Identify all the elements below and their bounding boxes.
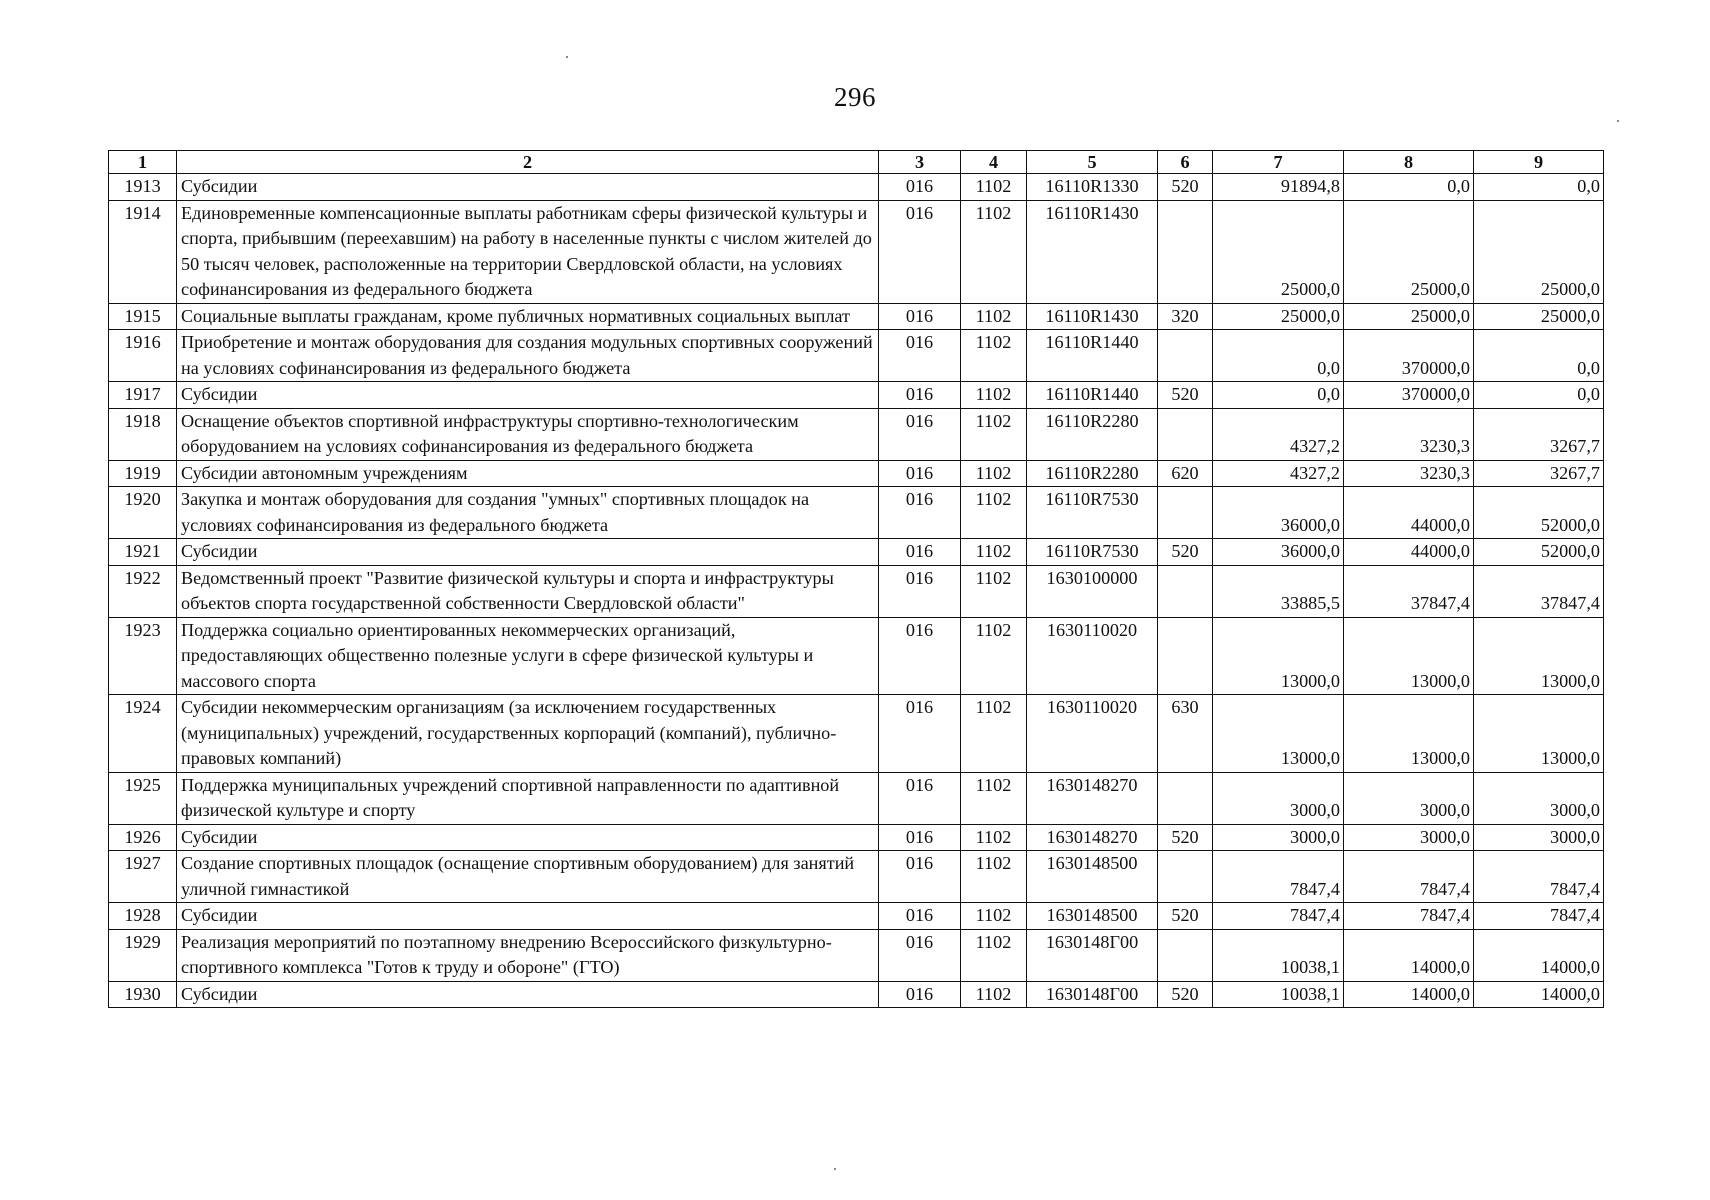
item-name-cell: Субсидии (177, 174, 879, 201)
table-row (109, 330, 1604, 382)
row-number-cell: 1921 (109, 539, 177, 566)
amount-col9-cell: 3267,7 (1474, 460, 1604, 487)
column-header: 8 (1344, 151, 1474, 174)
table-row (109, 903, 1604, 930)
expense-type-cell (1158, 408, 1213, 460)
target-article-cell: 1630148270 (1027, 824, 1158, 851)
section-code-cell: 1102 (961, 929, 1027, 981)
ministry-code-cell: 016 (879, 303, 961, 330)
amount-col9-cell: 0,0 (1474, 330, 1604, 382)
amount-col9-cell: 0,0 (1474, 382, 1604, 409)
section-code-cell: 1102 (961, 903, 1027, 930)
item-name-cell: Приобретение и монтаж оборудования для создания модульных спортивных сооружений на условиях софинансирования из федерального бюджета (177, 330, 879, 382)
ministry-code-cell: 016 (879, 539, 961, 566)
ministry-code-cell: 016 (879, 408, 961, 460)
amount-col7-cell: 36000,0 (1213, 487, 1344, 539)
expense-type-cell (1158, 565, 1213, 617)
section-code-cell: 1102 (961, 303, 1027, 330)
amount-col8-cell: 370000,0 (1344, 330, 1474, 382)
target-article-cell: 16110R7530 (1027, 539, 1158, 566)
target-article-cell: 1630148Г00 (1027, 929, 1158, 981)
item-name-cell: Субсидии (177, 903, 879, 930)
amount-col7-cell: 10038,1 (1213, 929, 1344, 981)
ministry-code-cell: 016 (879, 382, 961, 409)
header-row (109, 151, 1604, 174)
column-header: 6 (1158, 151, 1213, 174)
column-header: 1 (109, 151, 177, 174)
item-name-cell: Создание спортивных площадок (оснащение спортивным оборудованием) для занятий уличной гимнастикой (177, 851, 879, 903)
section-code-cell: 1102 (961, 174, 1027, 201)
table-body (109, 174, 1604, 1008)
amount-col7-cell: 91894,8 (1213, 174, 1344, 201)
item-name-cell: Субсидии некоммерческим организациям (за исключением государственных (муниципальных) учреждений, государственных корпораций (компаний), публично-правовых компаний) (177, 695, 879, 773)
section-code-cell: 1102 (961, 408, 1027, 460)
amount-col8-cell: 14000,0 (1344, 929, 1474, 981)
column-header: 7 (1213, 151, 1344, 174)
item-name-cell: Поддержка социально ориентированных некоммерческих организаций, предоставляющих общественно полезные услуги в сфере физической культуры и массового спорта (177, 617, 879, 695)
row-number-cell: 1917 (109, 382, 177, 409)
ministry-code-cell: 016 (879, 330, 961, 382)
scan-speck (1617, 120, 1619, 122)
section-code-cell: 1102 (961, 851, 1027, 903)
amount-col8-cell: 14000,0 (1344, 981, 1474, 1008)
item-name-cell: Субсидии (177, 539, 879, 566)
amount-col7-cell: 7847,4 (1213, 851, 1344, 903)
target-article-cell: 16110R2280 (1027, 408, 1158, 460)
section-code-cell: 1102 (961, 539, 1027, 566)
section-code-cell: 1102 (961, 200, 1027, 303)
table-row (109, 851, 1604, 903)
expense-type-cell: 520 (1158, 824, 1213, 851)
row-number-cell: 1925 (109, 772, 177, 824)
expense-type-cell (1158, 487, 1213, 539)
target-article-cell: 16110R1430 (1027, 303, 1158, 330)
target-article-cell: 1630100000 (1027, 565, 1158, 617)
ministry-code-cell: 016 (879, 772, 961, 824)
amount-col7-cell: 3000,0 (1213, 772, 1344, 824)
expense-type-cell: 520 (1158, 539, 1213, 566)
amount-col9-cell: 0,0 (1474, 174, 1604, 201)
amount-col8-cell: 25000,0 (1344, 200, 1474, 303)
row-number-cell: 1929 (109, 929, 177, 981)
row-number-cell: 1916 (109, 330, 177, 382)
amount-col8-cell: 13000,0 (1344, 695, 1474, 773)
amount-col7-cell: 36000,0 (1213, 539, 1344, 566)
ministry-code-cell: 016 (879, 929, 961, 981)
expense-type-cell: 620 (1158, 460, 1213, 487)
budget-table (108, 150, 1604, 1008)
expense-type-cell: 630 (1158, 695, 1213, 773)
ministry-code-cell: 016 (879, 695, 961, 773)
table-row (109, 382, 1604, 409)
section-code-cell: 1102 (961, 382, 1027, 409)
table-row (109, 303, 1604, 330)
section-code-cell: 1102 (961, 460, 1027, 487)
table-row (109, 695, 1604, 773)
amount-col8-cell: 3000,0 (1344, 772, 1474, 824)
row-number-cell: 1927 (109, 851, 177, 903)
expense-type-cell: 520 (1158, 903, 1213, 930)
amount-col9-cell: 14000,0 (1474, 929, 1604, 981)
item-name-cell: Субсидии автономным учреждениям (177, 460, 879, 487)
ministry-code-cell: 016 (879, 851, 961, 903)
item-name-cell: Единовременные компенсационные выплаты работникам сферы физической культуры и спорта, прибывшим (переехавшим) на работу в населенные пункты с числом жителей до 50 тысяч человек, расположенные на территории Свердловской области, на условиях софинансирования из федерального бюджета (177, 200, 879, 303)
ministry-code-cell: 016 (879, 903, 961, 930)
amount-col7-cell: 0,0 (1213, 382, 1344, 409)
amount-col8-cell: 3230,3 (1344, 460, 1474, 487)
table-row (109, 487, 1604, 539)
row-number-cell: 1919 (109, 460, 177, 487)
section-code-cell: 1102 (961, 772, 1027, 824)
amount-col7-cell: 13000,0 (1213, 617, 1344, 695)
ministry-code-cell: 016 (879, 487, 961, 539)
amount-col8-cell: 44000,0 (1344, 487, 1474, 539)
amount-col8-cell: 0,0 (1344, 174, 1474, 201)
amount-col9-cell: 52000,0 (1474, 487, 1604, 539)
table-row (109, 981, 1604, 1008)
table-row (109, 539, 1604, 566)
item-name-cell: Оснащение объектов спортивной инфраструктуры спортивно-технологическим оборудованием на условиях софинансирования из федерального бюджета (177, 408, 879, 460)
target-article-cell: 16110R1430 (1027, 200, 1158, 303)
expense-type-cell: 520 (1158, 382, 1213, 409)
table-row (109, 824, 1604, 851)
amount-col8-cell: 37847,4 (1344, 565, 1474, 617)
row-number-cell: 1923 (109, 617, 177, 695)
table-row (109, 200, 1604, 303)
row-number-cell: 1918 (109, 408, 177, 460)
amount-col8-cell: 3000,0 (1344, 824, 1474, 851)
expense-type-cell: 520 (1158, 981, 1213, 1008)
target-article-cell: 1630110020 (1027, 617, 1158, 695)
amount-col8-cell: 7847,4 (1344, 851, 1474, 903)
amount-col7-cell: 25000,0 (1213, 303, 1344, 330)
amount-col9-cell: 25000,0 (1474, 303, 1604, 330)
expense-type-cell (1158, 772, 1213, 824)
amount-col9-cell: 37847,4 (1474, 565, 1604, 617)
item-name-cell: Ведомственный проект "Развитие физической культуры и спорта и инфраструктуры объектов спорта государственной собственности Свердловской области" (177, 565, 879, 617)
amount-col9-cell: 7847,4 (1474, 851, 1604, 903)
amount-col8-cell: 25000,0 (1344, 303, 1474, 330)
item-name-cell: Субсидии (177, 981, 879, 1008)
target-article-cell: 1630148Г00 (1027, 981, 1158, 1008)
amount-col9-cell: 3000,0 (1474, 824, 1604, 851)
amount-col7-cell: 10038,1 (1213, 981, 1344, 1008)
section-code-cell: 1102 (961, 824, 1027, 851)
amount-col7-cell: 4327,2 (1213, 460, 1344, 487)
amount-col9-cell: 7847,4 (1474, 903, 1604, 930)
table-row (109, 408, 1604, 460)
page-number: 296 (834, 82, 876, 112)
row-number-cell: 1924 (109, 695, 177, 773)
amount-col9-cell: 13000,0 (1474, 617, 1604, 695)
target-article-cell: 1630148270 (1027, 772, 1158, 824)
column-header: 2 (177, 151, 879, 174)
amount-col7-cell: 0,0 (1213, 330, 1344, 382)
amount-col9-cell: 25000,0 (1474, 200, 1604, 303)
amount-col8-cell: 370000,0 (1344, 382, 1474, 409)
item-name-cell: Субсидии (177, 824, 879, 851)
row-number-cell: 1926 (109, 824, 177, 851)
table-row (109, 565, 1604, 617)
amount-col7-cell: 3000,0 (1213, 824, 1344, 851)
section-code-cell: 1102 (961, 981, 1027, 1008)
amount-col9-cell: 3000,0 (1474, 772, 1604, 824)
target-article-cell: 16110R1440 (1027, 382, 1158, 409)
amount-col7-cell: 33885,5 (1213, 565, 1344, 617)
ministry-code-cell: 016 (879, 981, 961, 1008)
expense-type-cell (1158, 929, 1213, 981)
amount-col7-cell: 25000,0 (1213, 200, 1344, 303)
row-number-cell: 1913 (109, 174, 177, 201)
column-header: 3 (879, 151, 961, 174)
table-row (109, 772, 1604, 824)
amount-col9-cell: 13000,0 (1474, 695, 1604, 773)
scan-speck (834, 1168, 836, 1170)
ministry-code-cell: 016 (879, 565, 961, 617)
target-article-cell: 16110R1330 (1027, 174, 1158, 201)
expense-type-cell: 520 (1158, 174, 1213, 201)
amount-col8-cell: 13000,0 (1344, 617, 1474, 695)
table-row (109, 929, 1604, 981)
amount-col9-cell: 3267,7 (1474, 408, 1604, 460)
target-article-cell: 16110R1440 (1027, 330, 1158, 382)
amount-col9-cell: 14000,0 (1474, 981, 1604, 1008)
row-number-cell: 1928 (109, 903, 177, 930)
item-name-cell: Субсидии (177, 382, 879, 409)
section-code-cell: 1102 (961, 487, 1027, 539)
target-article-cell: 16110R2280 (1027, 460, 1158, 487)
expense-type-cell (1158, 200, 1213, 303)
amount-col7-cell: 7847,4 (1213, 903, 1344, 930)
item-name-cell: Социальные выплаты гражданам, кроме публичных нормативных социальных выплат (177, 303, 879, 330)
ministry-code-cell: 016 (879, 174, 961, 201)
amount-col7-cell: 4327,2 (1213, 408, 1344, 460)
column-header: 5 (1027, 151, 1158, 174)
section-code-cell: 1102 (961, 695, 1027, 773)
row-number-cell: 1922 (109, 565, 177, 617)
item-name-cell: Поддержка муниципальных учреждений спортивной направленности по адаптивной физической культуре и спорту (177, 772, 879, 824)
column-header: 9 (1474, 151, 1604, 174)
amount-col7-cell: 13000,0 (1213, 695, 1344, 773)
target-article-cell: 16110R7530 (1027, 487, 1158, 539)
column-header: 4 (961, 151, 1027, 174)
table-row (109, 460, 1604, 487)
target-article-cell: 1630110020 (1027, 695, 1158, 773)
target-article-cell: 1630148500 (1027, 851, 1158, 903)
table-row (109, 174, 1604, 201)
expense-type-cell (1158, 330, 1213, 382)
row-number-cell: 1930 (109, 981, 177, 1008)
section-code-cell: 1102 (961, 330, 1027, 382)
item-name-cell: Реализация мероприятий по поэтапному внедрению Всероссийского физкультурно-спортивного комплекса "Готов к труду и обороне" (ГТО) (177, 929, 879, 981)
item-name-cell: Закупка и монтаж оборудования для создания "умных" спортивных площадок на условиях софинансирования из федерального бюджета (177, 487, 879, 539)
ministry-code-cell: 016 (879, 824, 961, 851)
amount-col8-cell: 7847,4 (1344, 903, 1474, 930)
table-row (109, 617, 1604, 695)
section-code-cell: 1102 (961, 565, 1027, 617)
amount-col8-cell: 3230,3 (1344, 408, 1474, 460)
scan-speck (566, 56, 568, 58)
ministry-code-cell: 016 (879, 460, 961, 487)
target-article-cell: 1630148500 (1027, 903, 1158, 930)
amount-col8-cell: 44000,0 (1344, 539, 1474, 566)
row-number-cell: 1914 (109, 200, 177, 303)
ministry-code-cell: 016 (879, 617, 961, 695)
expense-type-cell (1158, 851, 1213, 903)
ministry-code-cell: 016 (879, 200, 961, 303)
expense-type-cell (1158, 617, 1213, 695)
expense-type-cell: 320 (1158, 303, 1213, 330)
row-number-cell: 1915 (109, 303, 177, 330)
section-code-cell: 1102 (961, 617, 1027, 695)
row-number-cell: 1920 (109, 487, 177, 539)
amount-col9-cell: 52000,0 (1474, 539, 1604, 566)
